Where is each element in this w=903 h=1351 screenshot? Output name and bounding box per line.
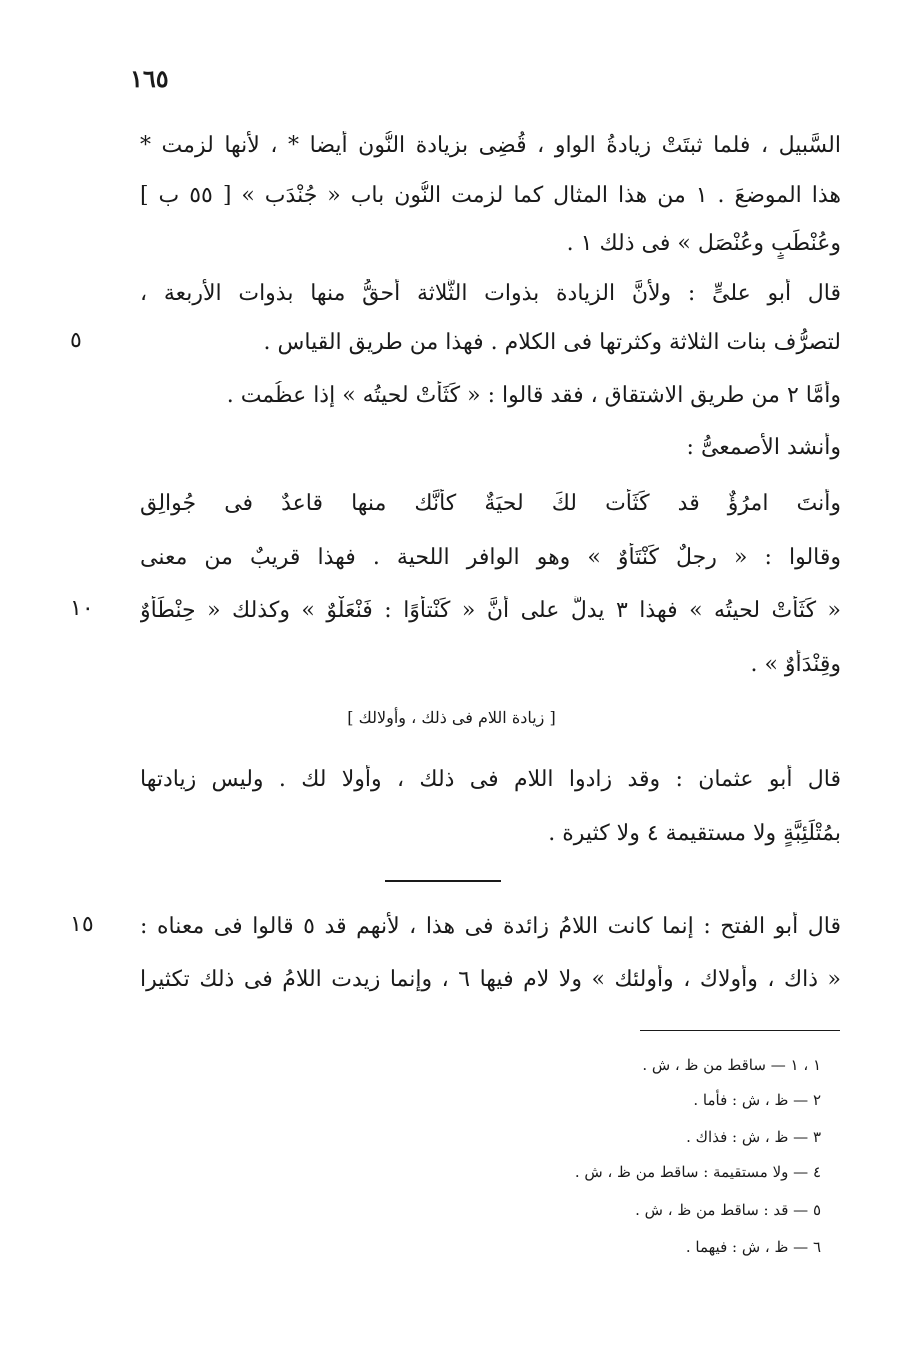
- text-line-15: « ذاك ، وأُولاك ، وأُولئك » ولا لام فيها ٦ ، وإنما زيدت اللامُ فى ذلك تكثيرا: [140, 967, 841, 992]
- footnote-2: ٢ — ظ ، ش : فأما .: [693, 1091, 821, 1109]
- section-divider: [385, 880, 501, 882]
- page-number: ١٦٥: [130, 64, 169, 93]
- text-line-3: وعُنْطَبٍ وعُنْصَل » فى ذلك ١ .: [566, 231, 841, 256]
- text-line-12: قال أبو عثمان : وقد زادوا اللام فى ذلك ، وأُولا لك . وليس زيادتها: [140, 767, 841, 792]
- text-line-2: هذا الموضعَ . ١ من هذا المثال كما لزمت النُّون باب « جُنْدَب » [ ٥٥ ب ]: [140, 183, 841, 208]
- verse-line: وأنتَ امرُؤٌ قد كَثَأَت لكَ لحيَةٌ كأنَّك منها قاعدٌ فى جُوالِق: [140, 491, 841, 516]
- footnote-divider: [640, 1030, 840, 1031]
- text-line-1: السَّبيل ، فلما ثبتَتْ زيادةُ الواو ، قُضِى بزيادة النُّون أيضا * ، لأنها لزمت *: [140, 133, 841, 158]
- text-line-13: بمُتْلَئِبَّةٍ ولا مستقيمة ٤ ولا كثيرة .: [548, 821, 841, 846]
- text-line-6: وأمَّا ٢ من طريق الاشتقاق ، فقد قالوا : « كَثَأَتْ لحيتُه » إذا عظُمت .: [226, 383, 841, 408]
- section-heading: [ زيادة اللام فى ذلك ، وأولالك ]: [347, 708, 556, 727]
- text-line-9: وقالوا : « رجلٌ كَنْتَأْوٌ » وهو الوافر اللحية . فهذا قريبٌ من معنى: [140, 545, 841, 570]
- margin-line-number-15: ١٥: [70, 912, 94, 937]
- footnote-5: ٥ — قد : ساقط من ظ ، ش .: [635, 1201, 821, 1219]
- text-line-14: قال أبو الفتح : إنما كانت اللامُ زائدة فى هذا ، لأنهم قد ٥ قالوا فى معناه :: [140, 914, 841, 939]
- text-line-5: لتصرُّف بنات الثلاثة وكثرتها فى الكلام . فهذا من طريق القياس .: [263, 330, 841, 355]
- text-line-11: وقِنْدَأْوٌ » .: [750, 652, 841, 677]
- text-line-7: وأنشد الأصمعىُّ :: [686, 435, 841, 460]
- margin-line-number-5: ٥: [70, 328, 82, 353]
- footnote-4: ٤ — ولا مستقيمة : ساقط من ظ ، ش .: [574, 1163, 821, 1181]
- footnote-1: ١ ، ١ — ساقط من ظ ، ش .: [642, 1056, 821, 1074]
- margin-line-number-10: ١٠: [70, 596, 94, 621]
- footnote-6: ٦ — ظ ، ش : فيهما .: [685, 1238, 821, 1256]
- text-line-4: قال أبو علىٍّ : ولأنَّ الزيادة بذوات الثَّلاثة أحقُّ منها بذوات الأربعة ،: [140, 281, 841, 306]
- footnote-3: ٣ — ظ ، ش : فذاك .: [686, 1128, 821, 1146]
- text-line-10: « كَثَأَتْ لحيتُه » فهذا ٣ يدلُّ على أنَّ « كَنْتأْوًا : فَنْعَلْوٌ » وكذلك « حِنْطَأْوٌ: [140, 598, 841, 623]
